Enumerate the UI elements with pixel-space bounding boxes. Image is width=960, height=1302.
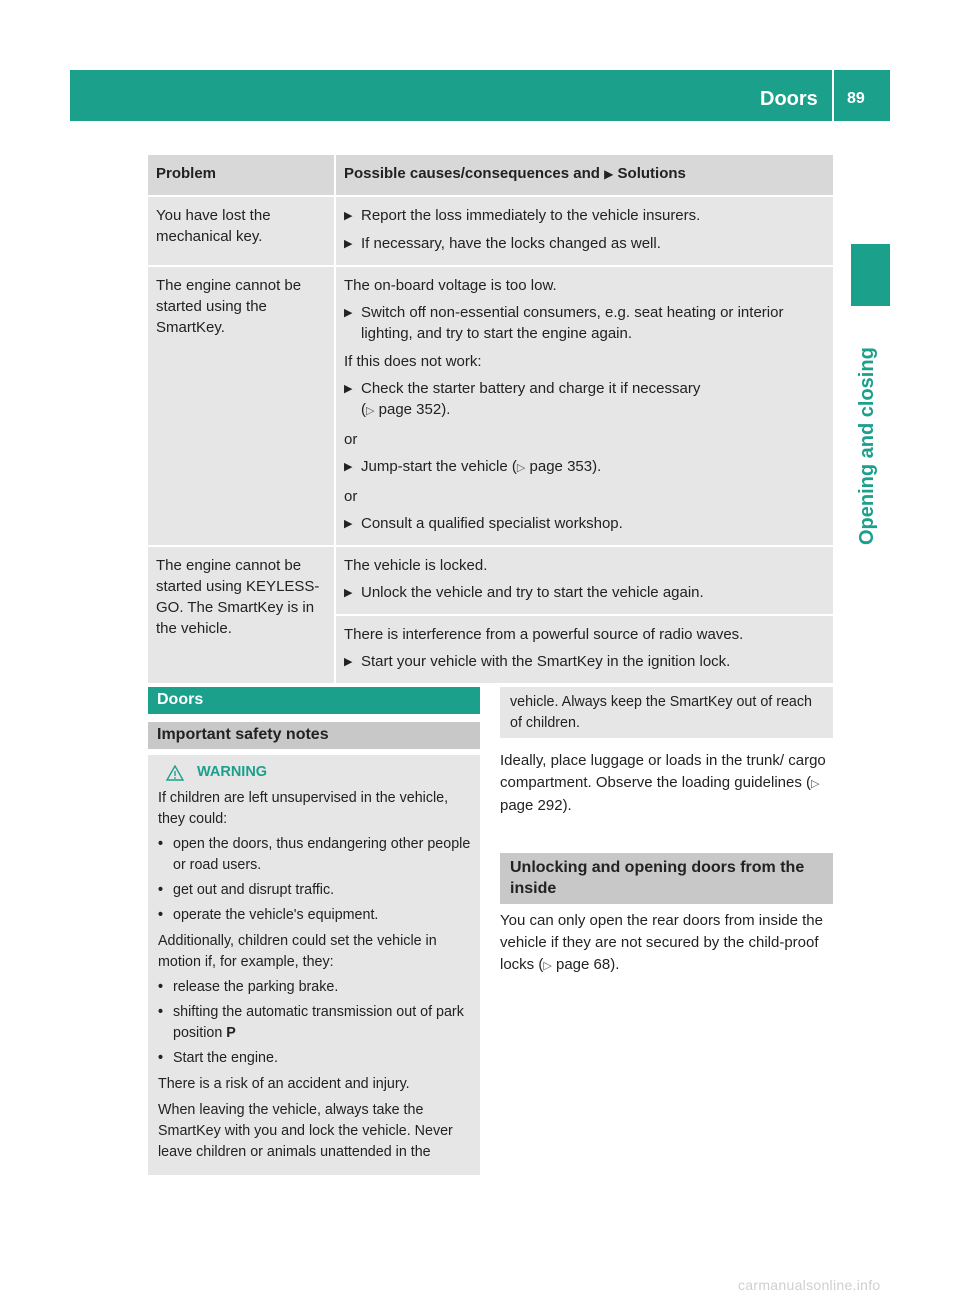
step-item: ▶ Start your vehicle with the SmartKey in the ignition lock. <box>344 651 825 673</box>
step-item: ▶ Report the loss immediately to the vehicle insurers. <box>344 205 825 227</box>
list-item: • operate the vehicle's equipment. <box>158 905 472 926</box>
troubleshooting-table <box>148 155 833 683</box>
step-arrow-icon: ▶ <box>344 238 353 250</box>
section-title-doors: Doors <box>148 687 480 714</box>
page-ref-icon: ▷ <box>366 405 375 417</box>
solution-cell: The on-board voltage is too low. ▶ Switch off non-essential consumers, e.g. seat heating or interior lighting, and try to start the engine again. If this does not work: ▶ Check the starter battery and charge it if necessary (▷ page 352). or ▶ Jump-start the vehicle (▷ page 353). or ▶ Consult a qualified specialist workshop. <box>336 265 833 545</box>
list-item: • open the doors, thus endangering other people or road users. <box>158 834 472 876</box>
step-arrow-icon: ▶ <box>344 461 353 473</box>
page-ref-link[interactable]: page 352). <box>378 401 451 418</box>
warning-box <box>148 755 480 1175</box>
problem-cell: The engine cannot be started using the SmartKey. <box>148 265 336 545</box>
bullet-icon: • <box>158 1004 164 1020</box>
bullet-icon: • <box>158 882 164 898</box>
list-item: • shifting the automatic transmission out of park position P <box>158 1002 472 1044</box>
step-arrow-icon: ▶ <box>344 656 353 668</box>
step-arrow-icon: ▶ <box>344 587 353 599</box>
problem-cell: The engine cannot be started using KEYLESS-GO. The SmartKey is in the vehicle. <box>148 545 336 683</box>
list-item: • release the parking brake. <box>158 977 472 998</box>
warning-triangle-icon <box>166 765 184 781</box>
page-ref-link[interactable]: page 68). <box>555 956 620 973</box>
chapter-side-label: Opening and closing <box>856 347 878 545</box>
page-ref-link[interactable]: page 353). <box>529 458 602 475</box>
solution-cell: There is interference from a powerful source of radio waves. ▶ Start your vehicle with the SmartKey in the ignition lock. <box>336 614 833 683</box>
step-arrow-icon: ▶ <box>344 383 353 395</box>
warning-mid: Additionally, children could set the vehicle in motion if, for example, they: <box>158 933 437 970</box>
page-ref-link[interactable]: page 292). <box>500 797 572 814</box>
warning-leaving: When leaving the vehicle, always take the SmartKey with you and lock the vehicle. Never leave children or animals unattended in the <box>158 1102 453 1160</box>
bullet-icon: • <box>158 907 164 923</box>
solution-arrow-icon: ▶ <box>604 167 614 181</box>
problem-cell: You have lost the mechanical key. <box>148 195 336 265</box>
section-subtitle-safety: Important safety notes <box>148 722 480 749</box>
section-title-unlocking: Unlocking and opening doors from the inside <box>500 853 833 904</box>
step-item: ▶ Unlock the vehicle and try to start the vehicle again. <box>344 582 825 604</box>
header-problem: Problem <box>148 155 336 195</box>
page-number: 89 <box>847 90 865 107</box>
unlocking-paragraph: You can only open the rear doors from inside the vehicle if they are not secured by the child-proof locks (▷ page 68). <box>500 912 823 973</box>
step-arrow-icon: ▶ <box>344 518 353 530</box>
step-item: ▶ Check the starter battery and charge it if necessary (▷ page 352). <box>344 378 825 422</box>
step-item: ▶ Switch off non-essential consumers, e.g. seat heating or interior lighting, and try to start the engine again. <box>344 304 784 342</box>
bullet-icon: • <box>158 836 164 852</box>
page-ref-icon: ▷ <box>811 778 820 790</box>
bullet-icon: • <box>158 979 164 995</box>
bullet-icon: • <box>158 1050 164 1066</box>
step-arrow-icon: ▶ <box>344 307 353 319</box>
table-row <box>148 265 833 545</box>
side-tab <box>851 244 890 306</box>
header-divider <box>832 70 834 121</box>
header-causes: Possible causes/consequences and ▶ Solutions <box>336 155 833 195</box>
table-row <box>148 195 833 265</box>
step-item: ▶ If necessary, have the locks changed as well. <box>344 233 825 255</box>
warning-risk: There is a risk of an accident and injury. <box>158 1076 410 1092</box>
step-item: ▶ Jump-start the vehicle (▷ page 353). <box>344 456 825 479</box>
warning-heading: WARNING <box>166 762 472 783</box>
warning-box-continued: vehicle. Always keep the SmartKey out of reach of children. <box>500 687 833 738</box>
list-item: • get out and disrupt traffic. <box>158 880 472 901</box>
page-ref-icon: ▷ <box>516 462 526 474</box>
list-item: • Start the engine. <box>158 1048 472 1069</box>
watermark: carmanualsonline.info <box>738 1277 881 1293</box>
step-arrow-icon: ▶ <box>344 210 353 222</box>
header-title: Doors <box>760 88 818 110</box>
solution-cell <box>336 195 833 265</box>
warning-intro: If children are left unsupervised in the vehicle, they could: <box>158 790 449 827</box>
luggage-paragraph: Ideally, place luggage or loads in the trunk/ cargo compartment. Observe the loading guidelines (▷ page 292). <box>500 752 826 814</box>
table-row <box>148 545 833 614</box>
table-header-row <box>148 155 833 195</box>
solution-cell: The vehicle is locked. ▶ Unlock the vehicle and try to start the vehicle again. <box>336 545 833 614</box>
step-item: ▶ Consult a qualified specialist workshop. <box>344 513 825 535</box>
page-ref-icon: ▷ <box>543 960 552 972</box>
